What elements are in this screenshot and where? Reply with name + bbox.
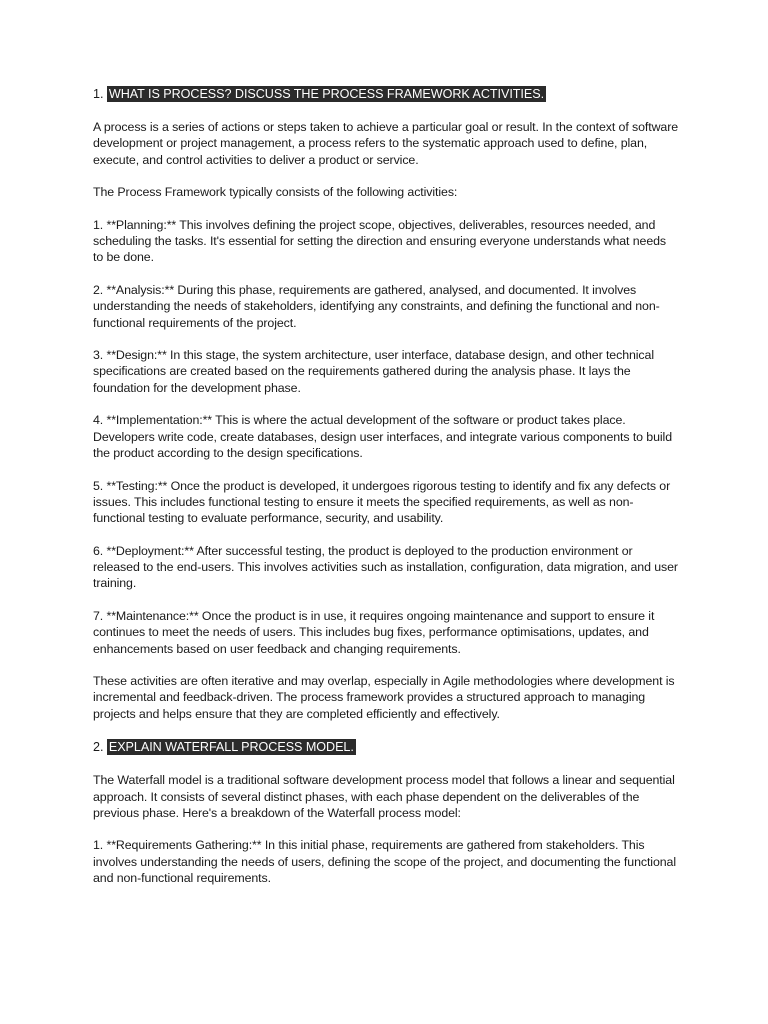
section-2-item-requirements: 1. **Requirements Gathering:** In this initial phase, requirements are gathered from stakeholders. This involves understanding the needs of users, defining the scope of the project, and documenting the functional and non-functional requirements. [93,838,676,886]
section-1-title: WHAT IS PROCESS? DISCUSS THE PROCESS FRAMEWORK ACTIVITIES. [108,87,545,101]
section-2-number: 2. [93,740,107,755]
section-1-item-design: 3. **Design:** In this stage, the system architecture, user interface, database design, and other technical specifications are created based on the requirements gathered during the analysis phase. It lays the foundation for the development phase. [93,348,654,395]
section-1-number: 1. [93,87,107,101]
document-page [93,85,679,903]
section-1-item-analysis: 2. **Analysis:** During this phase, requirements are gathered, analysed, and documented. It involves understanding the needs of stakeholders, identifying any constraints, and defining the functional and non-functional requirements of the project. [93,282,660,330]
section-1-heading [93,85,679,103]
section-1-item-deployment: 6. **Deployment:** After successful testing, the product is deployed to the production environment or released to the end-users. This involves activities such as installation, configuration, data migration, and user training. [93,543,678,591]
section-1-item-implementation: 4. **Implementation:** This is where the actual development of the software or product takes place. Developers write code, create databases, design user interfaces, and integrate various components to build the product according to the design specifications. [93,413,672,460]
section-2-title: EXPLAIN WATERFALL PROCESS MODEL. [108,740,354,755]
section-1-paragraph-summary: These activities are often iterative and may overlap, especially in Agile methodologies where development is incremental and feedback-driven. The process framework provides a structured approach to managing projects and helps ensure that they are completed efficiently and effectively. [93,674,675,721]
section-1-paragraph-framework: The Process Framework typically consists of the following activities: [93,185,458,200]
section-1-item-planning: 1. **Planning:** This involves defining the project scope, objectives, deliverables, resources needed, and scheduling the tasks. It's essential for setting the direction and ensuring everyone understands what needs to be done. [93,217,667,265]
section-2-heading [93,738,679,756]
section-1-paragraph-intro: A process is a series of actions or steps taken to achieve a particular goal or result. In the context of software development or project management, a process refers to the systematic approach used to define, plan, execute, and control activities to deliver a product or service. [93,120,679,167]
section-1-item-testing: 5. **Testing:** Once the product is developed, it undergoes rigorous testing to identify and fix any defects or issues. This includes functional testing to ensure it meets the specified requirements, as well as non-functional testing to evaluate performance, security, and usability. [93,478,671,526]
section-2-paragraph-intro: The Waterfall model is a traditional software development process model that follows a linear and sequential approach. It consists of several distinct phases, with each phase dependent on the deliverables of the previous phase. Here's a breakdown of the Waterfall process model: [93,773,675,820]
section-1-item-maintenance: 7. **Maintenance:** Once the product is in use, it requires ongoing maintenance and support to ensure it continues to meet the needs of users. This includes bug fixes, performance optimisations, updates, and enhancements based on user feedback and changing requirements. [93,608,655,656]
